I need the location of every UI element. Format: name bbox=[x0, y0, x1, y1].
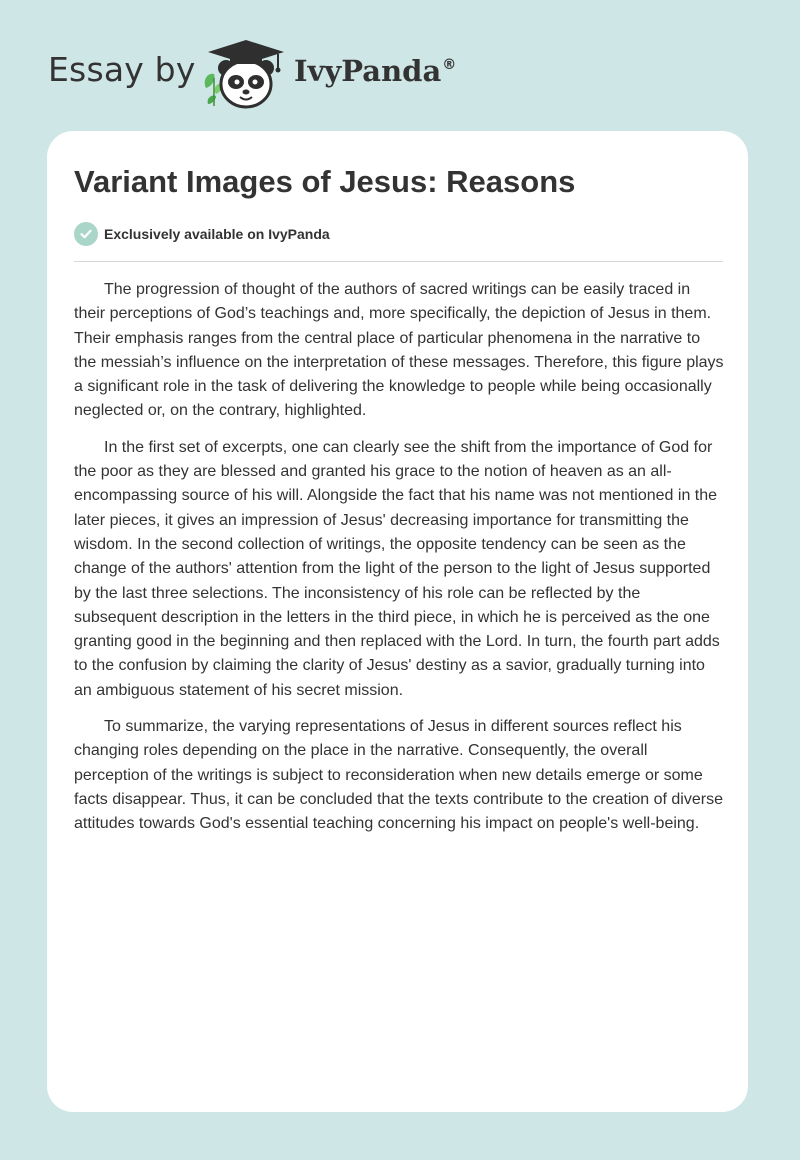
brand-name[interactable]: IvyPanda® bbox=[294, 54, 457, 88]
panda-graduate-icon[interactable] bbox=[200, 34, 292, 110]
leaf-icon bbox=[205, 74, 222, 106]
exclusive-badge bbox=[74, 222, 330, 246]
essay-title: Variant Images of Jesus: Reasons bbox=[74, 164, 576, 199]
essay-paragraph: In the first set of excerpts, one can clearly see the shift from the importance of God for the poor as they are blessed and granted his grace to the notion of heaven as an all-encompassing source of his will. Alongside the fact that his name was not mentioned in the later pieces, it gives an impression of Jesus' decreasing importance for transmitting the wisdom. In the second collection of writings, the opposite tendency can be seen as the change of the authors' attention from the light of the person to the light of Jesus supported by the last three selections. The inconsistency of his role can be reflected by the subsequent description in the letters in the third piece, in which he is perceived as the one granting good in the beginning and then replaced with the Lord. In turn, the fourth part adds to the confusion by claiming the clarity of Jesus' destiny as a savior, gradually turning into an ambiguous statement of his secret mission. bbox=[74, 438, 720, 699]
essay-paragraph: To summarize, the varying representations of Jesus in different sources reflect his changing roles depending on the place in the narrative. Consequently, the overall perception of the writings is subject to reconsideration when new details emerge or some facts disappear. Thus, it can be concluded that the texts contribute to the creation of diverse attitudes towards God's essential teaching concerning his impact on people's well-being. bbox=[74, 718, 723, 833]
essay-card bbox=[47, 131, 748, 1112]
registered-mark: ® bbox=[442, 57, 457, 73]
title-divider bbox=[74, 261, 723, 262]
essay-body bbox=[74, 278, 724, 849]
check-circle-icon bbox=[74, 222, 98, 246]
exclusive-badge-label: Exclusively available on IvyPanda bbox=[104, 226, 330, 242]
essay-by-label: Essay by bbox=[48, 50, 196, 89]
essay-paragraph: The progression of thought of the authors of sacred writings can be easily traced in their perceptions of God’s teachings and, more specifically, the depiction of Jesus in them. Their emphasis ranges from the central place of particular phenomena in the narrative to the messiah’s influence on the interpretation of these messages. Therefore, this figure plays a significant role in the task of delivering the knowledge to people while being occasionally neglected or, on the contrary, highlighted. bbox=[74, 281, 724, 420]
site-header bbox=[0, 0, 800, 130]
